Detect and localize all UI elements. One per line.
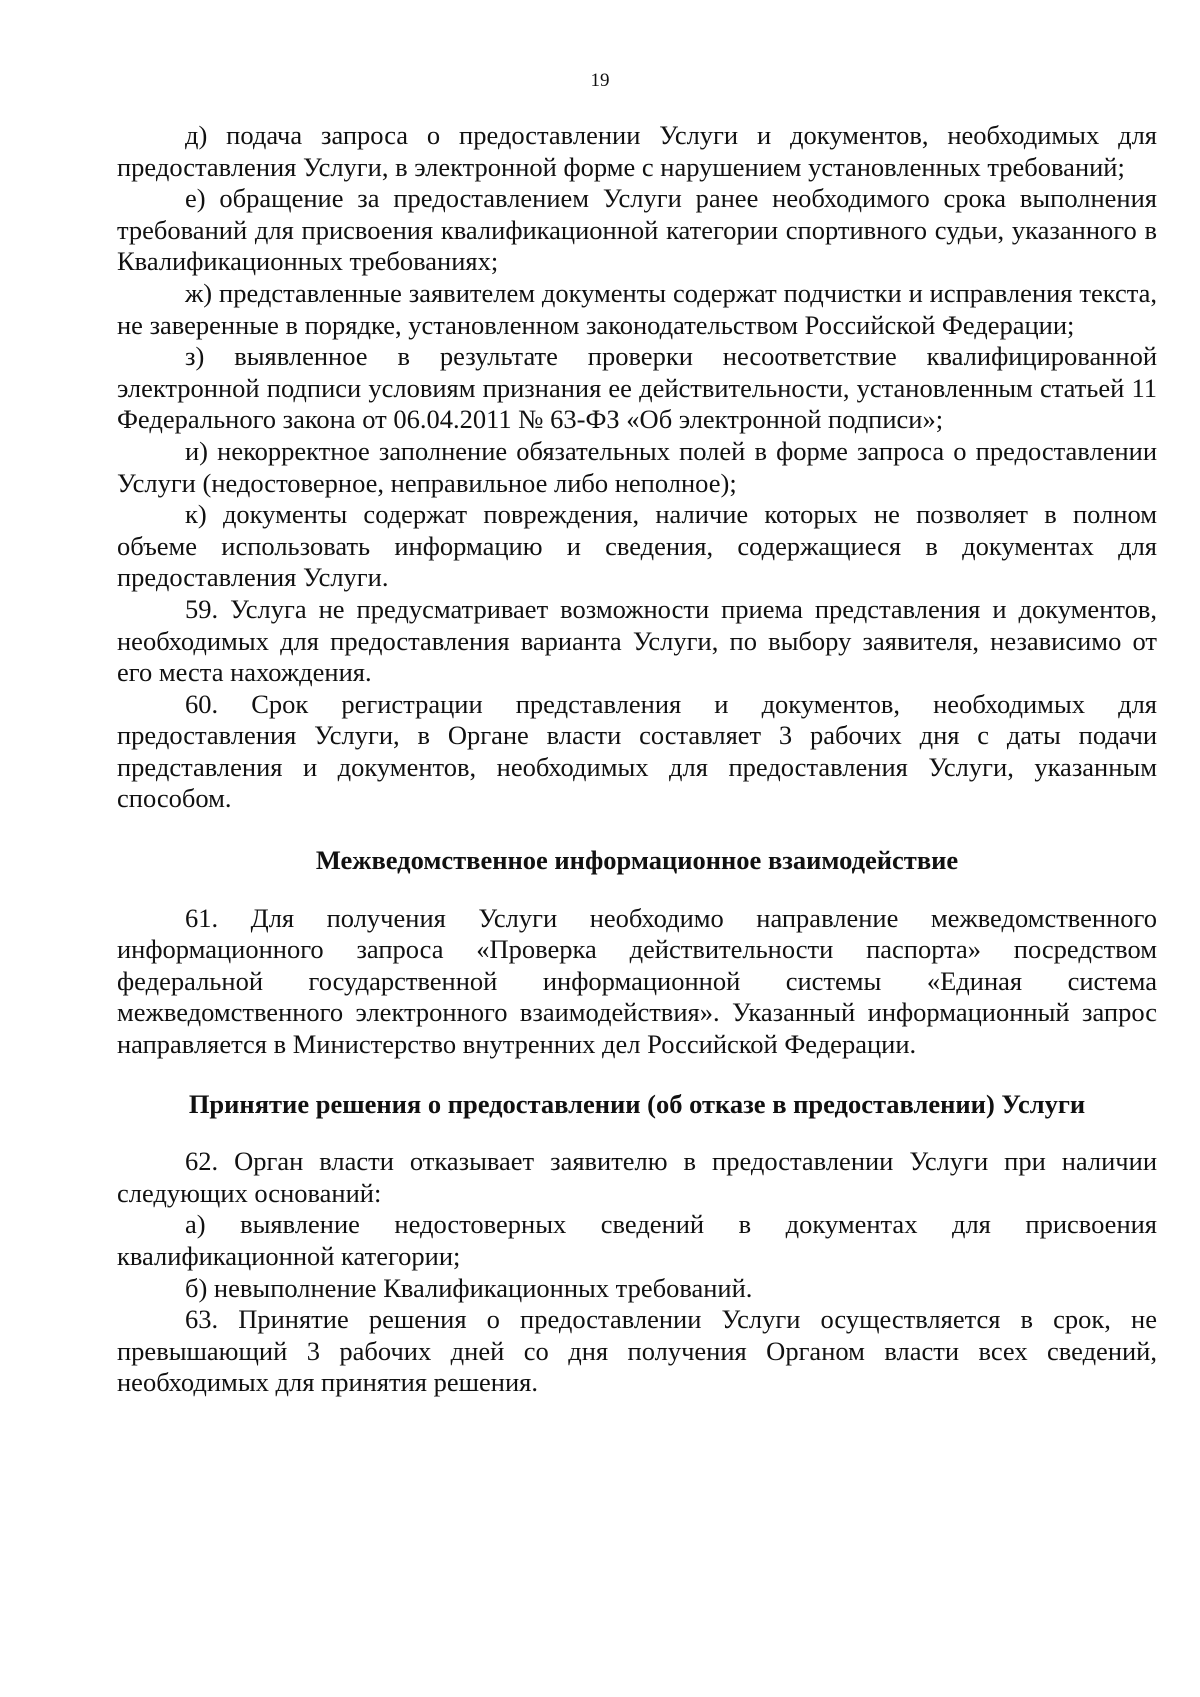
- paragraph-item-a: а) выявление недостоверных сведений в документах для присвоения квалификационной категории;: [117, 1209, 1157, 1271]
- section-heading-decision: Принятие решения о предоставлении (об отказе в предоставлении) Услуги: [188, 1088, 1086, 1119]
- paragraph-item-i: и) некорректное заполнение обязательных полей в форме запроса о предоставлении Услуги (недостоверное, неправильное либо неполное);: [117, 435, 1157, 498]
- section-heading-interagency: Межведомственное информационное взаимодействие: [315, 845, 959, 876]
- paragraph-item-d: д) подача запроса о предоставлении Услуги и документов, необходимых для предоставления Услуги, в электронной форме с нарушением установленных требований;: [117, 120, 1157, 182]
- paragraph-59: 59. Услуга не предусматривает возможности приема представления и документов, необходимых для предоставления варианта Услуги, по выбору заявителя, независимо от его места нахождения.: [117, 593, 1157, 688]
- paragraph-item-z: з) выявленное в результате проверки несоответствие квалифицированной электронной подписи условиям признания ее действительности, установленным статьей 11 Федерального закона от 06.04.2011 № 63-ФЗ «Об электронной подписи»;: [117, 341, 1157, 435]
- paragraph-item-zh: ж) представленные заявителем документы содержат подчистки и исправления текста, не заверенные в порядке, установленном законодательством Российской Федерации;: [117, 277, 1157, 340]
- paragraph-61: 61. Для получения Услуги необходимо направление межведомственного информационного запроса «Проверка действительности паспорта» посредством федеральной государственной информационной системы «Единая система межведомственного электронного взаимодействия». Указанный информационный запрос направляется в Министерство внутренних дел Российской Федерации.: [117, 902, 1157, 1060]
- paragraph-62: 62. Орган власти отказывает заявителю в предоставлении Услуги при наличии следующих оснований:: [117, 1146, 1157, 1208]
- document-body: [117, 120, 1157, 1399]
- paragraph-item-k: к) документы содержат повреждения, наличие которых не позволяет в полном объеме использовать информацию и сведения, содержащиеся в документах для предоставления Услуги.: [117, 499, 1157, 593]
- paragraph-item-e: е) обращение за предоставлением Услуги ранее необходимого срока выполнения требований для присвоения квалификационной категории спортивного судьи, указанного в Квалификационных требованиях;: [117, 183, 1157, 277]
- paragraph-63: 63. Принятие решения о предоставлении Услуги осуществляется в срок, не превышающий 3 рабочих дней со дня получения Органом власти всех сведений, необходимых для принятия решения.: [117, 1304, 1157, 1398]
- page-number: 19: [590, 70, 610, 91]
- paragraph-item-b: б) невыполнение Квалификационных требований.: [185, 1272, 753, 1303]
- paragraph-60: 60. Срок регистрации представления и документов, необходимых для предоставления Услуги, в Органе власти составляет 3 рабочих дня с даты подачи представления и документов, необходимых для предоставления Услуги, указанным способом.: [117, 688, 1157, 814]
